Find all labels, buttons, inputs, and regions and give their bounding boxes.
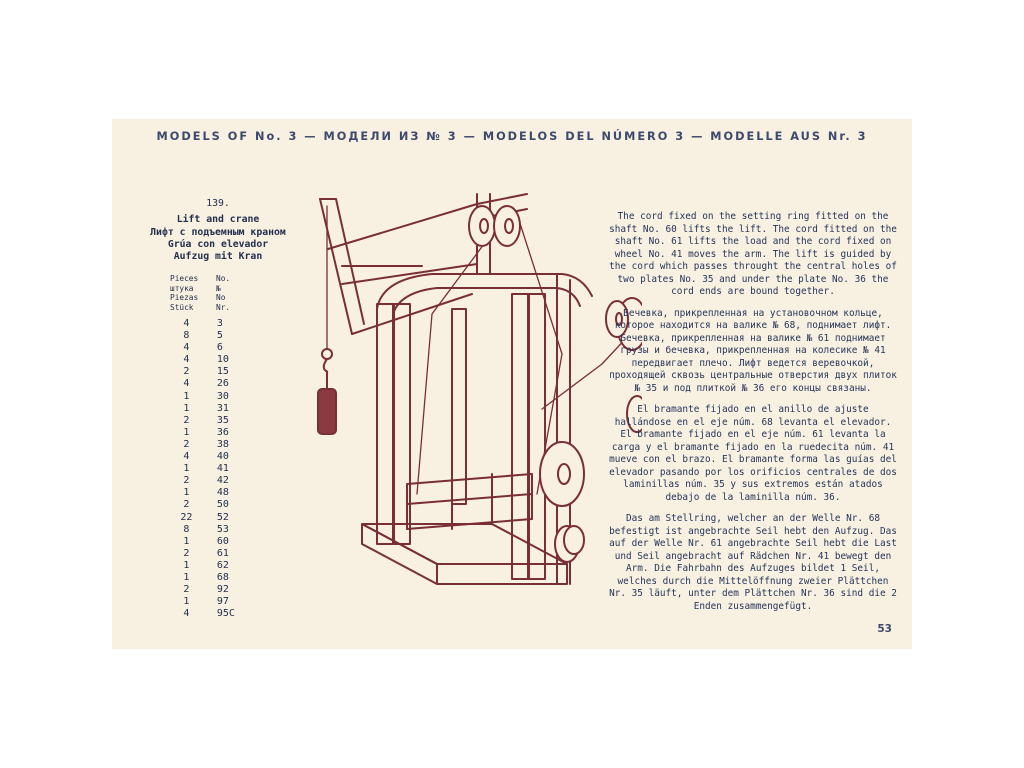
parts-number: 97 xyxy=(216,596,229,608)
parts-number: 92 xyxy=(216,584,229,596)
parts-number: 30 xyxy=(216,390,229,402)
parts-row xyxy=(170,560,260,572)
pieces-header-german: Stück xyxy=(170,302,194,312)
parts-quantity: 2 xyxy=(183,475,190,487)
parts-row xyxy=(170,584,260,596)
parts-number: 48 xyxy=(216,487,229,499)
number-header-german: Nr. xyxy=(216,302,231,312)
description-english: The cord fixed on the setting ring fitted on the shaft No. 60 lifts the lift. The cord fitted on the shaft No. 61 lifts the load and the cord fixed on wheel No. 41 moves the arm. The lift is guided by the cord which passes throught the central holes of two plates No. 35 and under the plate No. 36 the cord ends are bound together. xyxy=(609,211,897,297)
manual-page xyxy=(112,119,912,649)
model-title-russian: Лифт с подъемным краном xyxy=(150,226,286,238)
parts-row xyxy=(170,427,260,439)
description-russian: Бечевка, прикрепленная на установочном кольце, которое находится на валике № 68, поднимает лифт. Бечевка, прикрепленная на валике № 61 поднимает грузы и бечевка, прикрепленная на колесике № 41 передвигает плечо. Лифт ведется веревочкой, проходящей сквозь центральные отверстия двух плиток № 35 и под плиткой № 36 его концы связаны. xyxy=(609,307,897,394)
parts-row xyxy=(170,439,260,451)
parts-number: 40 xyxy=(216,451,229,463)
parts-row xyxy=(170,342,260,354)
parts-row xyxy=(170,463,260,475)
parts-row xyxy=(170,354,260,366)
parts-quantity: 1 xyxy=(183,535,190,547)
parts-row xyxy=(170,512,260,524)
parts-number: 61 xyxy=(216,547,229,559)
parts-row xyxy=(170,366,260,378)
parts-quantity: 4 xyxy=(183,318,190,329)
parts-number: 38 xyxy=(216,438,229,450)
parts-quantity: 1 xyxy=(183,559,190,571)
parts-number: 6 xyxy=(216,342,223,354)
lift-crane-illustration xyxy=(312,174,642,614)
parts-number: 52 xyxy=(216,511,229,523)
crane-arm xyxy=(320,199,477,334)
parts-number: 62 xyxy=(216,559,229,571)
parts-quantity: 2 xyxy=(183,366,190,378)
description-spanish: El bramante fijado en el anillo de ajuste hallándose en el eje núm. 68 levanta el elevador. El bramante fijado en el eje núm. 61 levanta la carga y el bramante fijado en la ruedecita núm. 41 mueve con el brazo. El bramante forma las guías del elevador pasando por los orificios centrales de dos laminillas núm. 35 y sus extremos están atados debajo de la laminilla núm. 36. xyxy=(609,404,897,503)
parts-quantity: 4 xyxy=(183,342,190,354)
hook-and-load xyxy=(318,349,336,434)
parts-number: 41 xyxy=(216,463,229,475)
parts-quantity: 1 xyxy=(183,571,190,583)
parts-quantity: 4 xyxy=(183,354,190,366)
parts-row xyxy=(170,596,260,608)
parts-row xyxy=(170,487,260,499)
parts-row xyxy=(170,499,260,511)
left-column xyxy=(377,304,410,544)
parts-number: 5 xyxy=(216,330,223,342)
parts-row xyxy=(170,451,260,463)
parts-quantity: 2 xyxy=(183,414,190,426)
parts-quantity: 1 xyxy=(183,426,190,438)
number-header-spanish: No xyxy=(216,293,226,302)
parts-quantity: 2 xyxy=(183,584,190,596)
parts-number: 26 xyxy=(216,378,229,390)
parts-row xyxy=(170,330,260,342)
center-column xyxy=(452,309,466,504)
page-number: 53 xyxy=(877,623,892,635)
parts-list xyxy=(170,274,260,620)
model-number: 139. xyxy=(206,198,230,209)
parts-row xyxy=(170,415,260,427)
parts-number: 68 xyxy=(216,571,229,583)
description-german: Das am Stellring, welcher an der Welle Nr. 68 befestigt ist angebrachte Seil hebt den Aufzug. Das auf der Welle Nr. 61 angebrachte Seil hebt die Last und Seil angebracht auf Rädchen Nr. 41 bewegt den Arm. Die Fahrbahn des Aufzuges bildet 1 Seil, welches durch die Mittelöffnung zweier Plättchen Nr. 35 läuft, unter dem Plättchen Nr. 36 sind die 2 Enden zusammengefügt. xyxy=(609,513,897,612)
parts-row xyxy=(170,391,260,403)
parts-number: 42 xyxy=(216,475,229,487)
parts-number: 36 xyxy=(216,426,229,438)
parts-row xyxy=(170,548,260,560)
parts-row xyxy=(170,572,260,584)
parts-list-header xyxy=(170,274,260,312)
parts-quantity: 22 xyxy=(180,511,193,523)
description-column xyxy=(609,211,897,622)
parts-row xyxy=(170,608,260,620)
parts-row xyxy=(170,318,260,330)
parts-rows xyxy=(170,318,260,620)
parts-quantity: 1 xyxy=(183,596,190,608)
parts-quantity: 4 xyxy=(183,608,190,620)
parts-number: 15 xyxy=(216,366,229,378)
parts-number: 10 xyxy=(216,354,229,366)
parts-row xyxy=(170,475,260,487)
parts-number: 95C xyxy=(216,608,235,620)
model-title-spanish: Grúa con elevador xyxy=(167,238,269,250)
number-header-russian: № xyxy=(216,283,221,293)
parts-quantity: 2 xyxy=(183,499,190,511)
number-column-header xyxy=(214,274,260,312)
model-title-english: Lift and crane xyxy=(176,214,260,226)
parts-quantity: 8 xyxy=(183,330,190,342)
parts-quantity: 1 xyxy=(183,402,190,414)
pieces-header-english: Pieces xyxy=(170,274,199,283)
parts-row xyxy=(170,378,260,390)
parts-quantity: 2 xyxy=(183,547,190,559)
number-header-english: No. xyxy=(216,274,231,283)
parts-row xyxy=(170,536,260,548)
model-title-block xyxy=(118,198,318,263)
parts-quantity: 2 xyxy=(183,438,190,450)
parts-quantity: 4 xyxy=(183,378,190,390)
lift-cage xyxy=(407,474,532,529)
page-header: MODELS OF No. 3 — МОДЕЛИ ИЗ № 3 — MODELOS DEL NÚMERO 3 — MODELLE AUS Nr. 3 xyxy=(156,130,868,143)
parts-number: 31 xyxy=(216,402,229,414)
parts-quantity: 1 xyxy=(183,487,190,499)
parts-number: 60 xyxy=(216,535,229,547)
parts-quantity: 4 xyxy=(183,451,190,463)
pieces-header-russian: штука xyxy=(170,283,194,293)
parts-row xyxy=(170,403,260,415)
pieces-column-header xyxy=(170,274,214,312)
pieces-header-spanish: Piezas xyxy=(170,293,199,302)
parts-number: 53 xyxy=(216,523,229,535)
parts-number: 35 xyxy=(216,414,229,426)
parts-row xyxy=(170,524,260,536)
parts-number: 3 xyxy=(216,318,223,329)
cords xyxy=(327,206,630,494)
parts-quantity: 1 xyxy=(183,463,190,475)
parts-quantity: 1 xyxy=(183,390,190,402)
parts-number: 50 xyxy=(216,499,229,511)
model-title-german: Aufzug mit Kran xyxy=(173,251,263,263)
parts-quantity: 8 xyxy=(183,523,190,535)
